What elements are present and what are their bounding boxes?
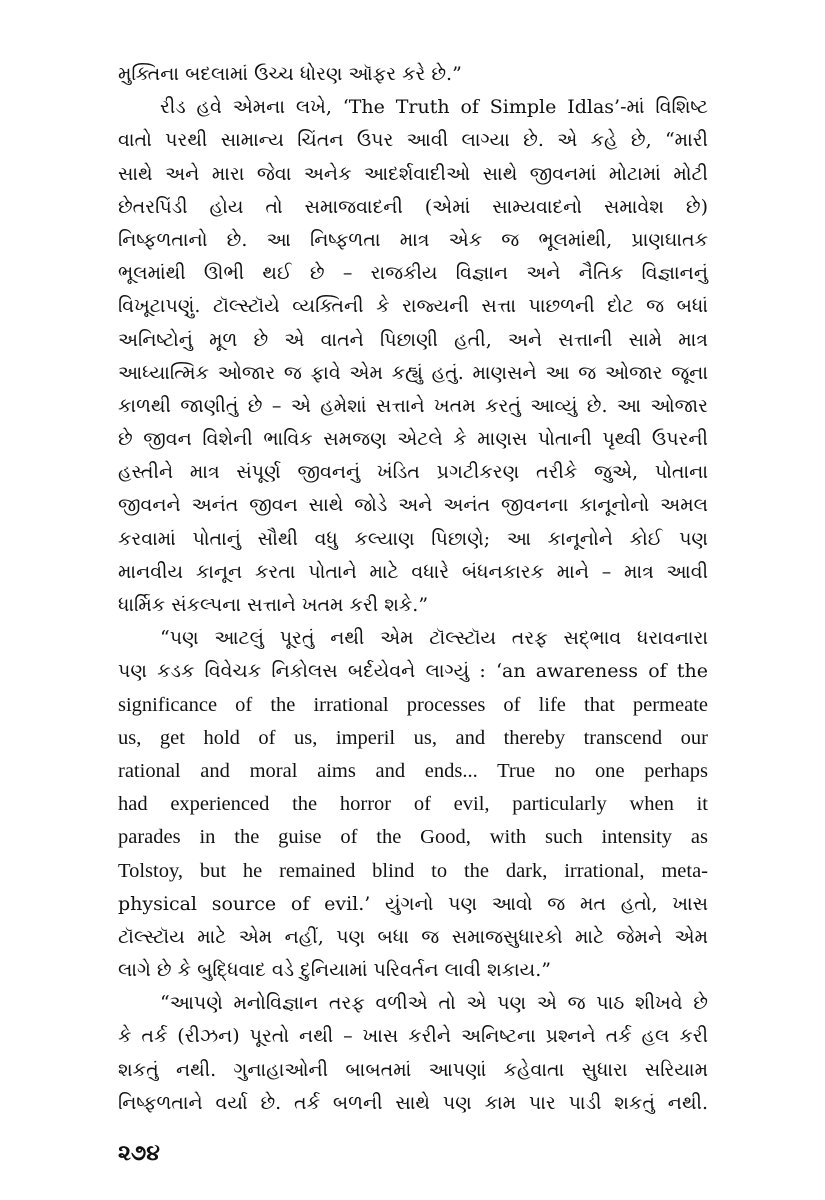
text-line: નિષ્ફળતાનો છે. આ નિષ્ફળતા માત્ર એક જ ભૂલમાંથી, પ્રાણઘાતક: [118, 228, 708, 251]
text-line: rational and moral aims and ends... True no one perhaps: [118, 759, 708, 782]
text-line: હસ્તીને માત્ર સંપૂર્ણ જીવનનું ખંડિત પ્રગટીકરણ તરીકે જુએ, પોતાના: [118, 461, 708, 484]
text-line: રીડ હવે એમના લખે, ‘The Truth of Simple Idlas’-માં વિશિષ્ટ: [160, 96, 708, 119]
text-line: વિખૂટાપણું. ટૉલ્સ્ટૉયે વ્યક્તિની કે રાજ્યની સત્તા પાછળની દોટ જ બધાં: [118, 295, 708, 318]
text-line: છે જીવન વિશેની ભાવિક સમજણ એટલે કે માણસ પોતાની પૃથ્વી ઉપરની: [118, 428, 708, 451]
text-line: “આપણે મનોવિજ્ઞાન તરફ વળીએ તો એ પણ એ જ પાઠ શીખવે છે: [160, 992, 708, 1015]
text-line: ભૂલમાંથી ઊભી થઈ છે – રાજકીય વિજ્ઞાન અને નૈતિક વિજ્ઞાનનું: [118, 262, 708, 285]
text-line: અનિષ્ટોનું મૂળ છે એ વાતને પિછાણી હતી, અને સત્તાની સામે માત્ર: [118, 328, 708, 351]
text-line: કાળથી જાણીતું છે – એ હમેશાં સત્તાને ખતમ કરતું આવ્યું છે. આ ઓજાર: [118, 394, 708, 417]
text-line: physical source of evil.’ યુંગનો પણ આવો જ મત હતો, ખાસ: [118, 892, 708, 915]
text-line: મુક્તિના બદલામાં ઉચ્ચ ધોરણ ઑફર કરે છે.”: [118, 63, 462, 85]
text-line: લાગે છે કે બુદ્ધિવાદ વડે દુનિયામાં પરિવર્તન લાવી શકાય.”: [118, 959, 551, 982]
text-line: significance of the irrational processes of life that permeate: [118, 693, 708, 716]
page-body: [118, 58, 708, 1120]
text-line: વાતો પરથી સામાન્ય ચિંતન ઉપર આવી લાગ્યા છે. એ કહે છે, “મારી: [118, 129, 708, 152]
text-line: had experienced the horror of evil, particularly when it: [118, 793, 708, 816]
text-line: us, get hold of us, imperil us, and thereby transcend our: [118, 726, 708, 749]
text-line: શકતું નથી. ગુનાહાઓની બાબતમાં આપણાં કહેવાતા સુધારા સરિયામ: [118, 1058, 708, 1081]
text-line: Tolstoy, but he remained blind to the dark, irrational, meta-: [118, 859, 708, 882]
text-line: નિષ્ફળતાને વર્યા છે. તર્ક બળની સાથે પણ કામ પાર પાડી શકતું નથી.: [118, 1091, 708, 1114]
text-line: ટૉલ્સ્ટૉય માટે એમ નહીં, પણ બધા જ સમાજસુધારકો માટે જેમને એમ: [118, 925, 708, 948]
text-line: કરવામાં પોતાનું સૌથી વધુ કલ્યાણ પિછાણે; આ કાનૂનોને કોઈ પણ: [118, 527, 708, 550]
text-line: છેતરપિંડી હોય તો સમાજવાદની (એમાં સામ્યવાદનો સમાવેશ છે): [118, 195, 708, 218]
text-line: સાથે અને મારા જેવા અનેક આદર્શવાદીઓ સાથે જીવનમાં મોટામાં મોટી: [118, 162, 708, 185]
text-line: ધાર્મિક સંકલ્પના સત્તાને ખતમ કરી શકે.”: [118, 594, 429, 616]
text-line: માનવીય કાનૂન કરતા પોતાને માટે વધારે બંધનકારક માને – માત્ર આવી: [118, 560, 708, 583]
text-line: કે તર્ક (રીઝન) પૂરતો નથી – ખાસ કરીને અનિષ્ટના પ્રશ્નને તર્ક હલ કરી: [118, 1025, 708, 1048]
text-line: જીવનને અનંત જીવન સાથે જોડે અને અનંત જીવનના કાનૂનોનો અમલ: [118, 494, 708, 517]
text-line: આધ્યાત્મિક ઓજાર જ ફાવે એમ કહ્યું હતું. માણસને આ જ ઓજાર જૂના: [118, 361, 708, 384]
page-number: ૨૭૪: [118, 1140, 160, 1166]
text-line: parades in the guise of the Good, with such intensity as: [118, 826, 708, 849]
text-line: “પણ આટલું પૂરતું નથી એમ ટૉલ્સ્ટૉય તરફ સદ્ભાવ ધરાવનારા: [160, 627, 708, 650]
text-line: પણ કડક વિવેચક નિકોલસ બર્દયેવને લાગ્યું : ‘an awareness of the: [118, 660, 708, 683]
